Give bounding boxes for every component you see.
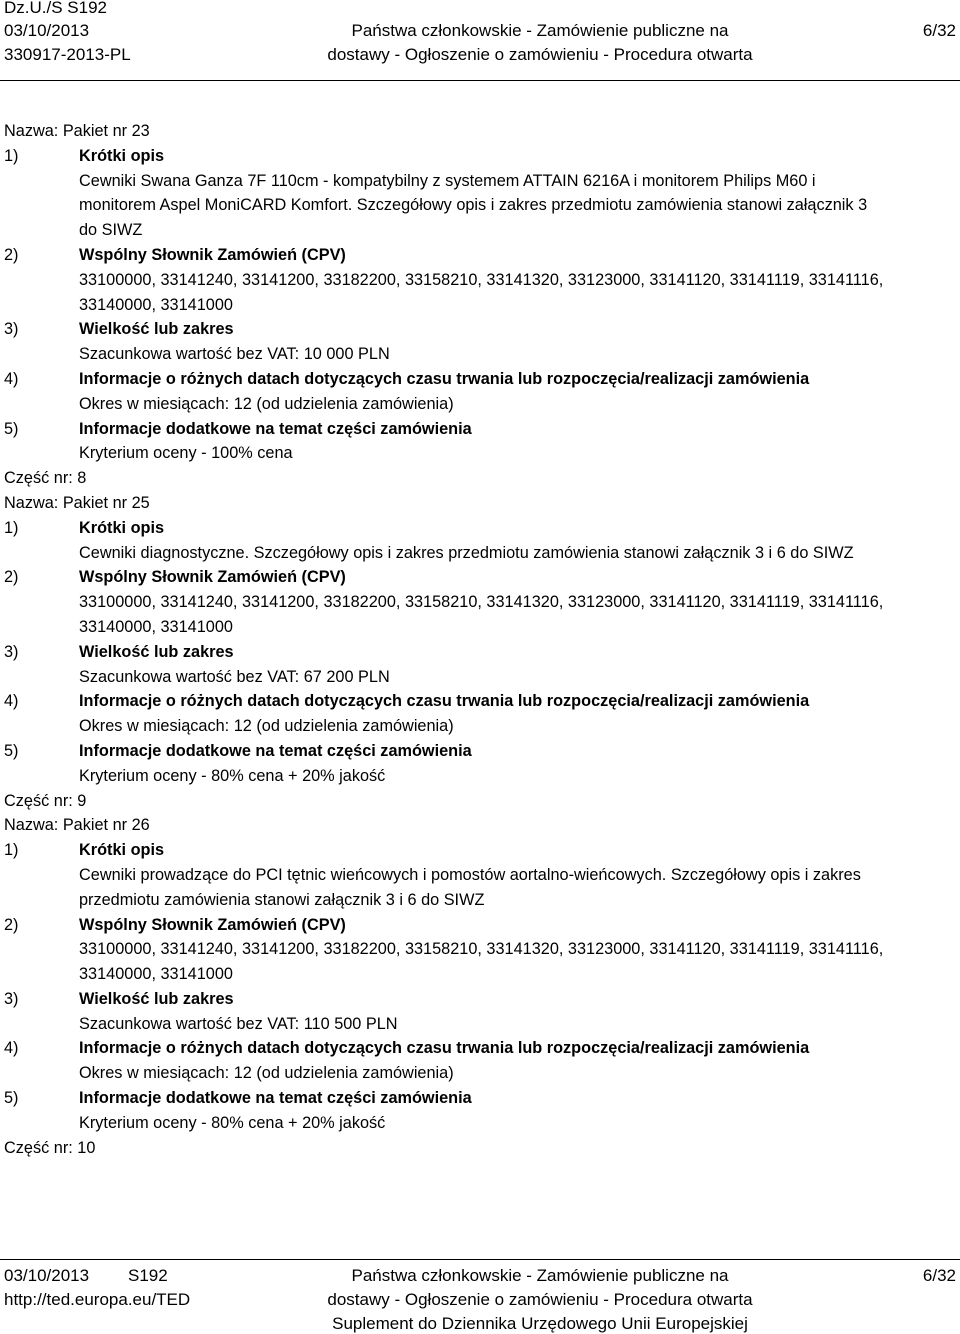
lot-section [4,466,956,788]
section-number: 4) [4,369,19,388]
section-heading [4,243,956,268]
lot-section [4,119,956,466]
section-number: 1) [4,146,19,165]
footer-title-line3: Suplement do Dziennika Urzędowego Unii Europejskiej [332,1314,748,1333]
award-criterion: Kryterium oceny - 80% cena + 20% jakość [79,1113,386,1132]
section-heading [4,739,956,764]
section-heading [4,144,956,169]
section-number: 3) [4,642,19,661]
section-number: 5) [4,419,19,438]
section-heading [4,317,956,342]
short-description-line: monitorem Aspel MoniCARD Komfort. Szczegółowy opis i zakres przedmiotu zamówienia stanowi załącznik 3 [79,196,868,215]
section-heading [4,1086,956,1111]
short-description-line: Cewniki prowadzące do PCI tętnic wieńcowych i pomostów aortalno-wieńcowych. Szczegółowy opis i zakres [79,865,861,884]
duration: Okres w miesiącach: 12 (od udzielenia zamówienia) [79,717,454,736]
main-content [4,119,956,1160]
section-heading [4,640,956,665]
notice-id: 330917-2013-PL [4,45,131,64]
estimated-value: Szacunkowa wartość bez VAT: 67 200 PLN [79,667,390,686]
section-title: Wspólny Słownik Zamówień (CPV) [79,245,346,264]
section-title: Krótki opis [79,146,165,165]
section-heading [4,516,956,541]
footer-page-number: 6/32 [922,1266,956,1285]
footer-issue: S192 [128,1266,168,1285]
cpv-codes-line: 33100000, 33141240, 33141200, 33182200, 33158210, 33141320, 33123000, 33141120, 33141119, 33141116, [79,593,884,612]
cpv-codes-line: 33140000, 33141000 [79,295,233,314]
section-title: Krótki opis [79,518,165,537]
section-title: Wielkość lub zakres [79,989,234,1008]
header-title-line1: Państwa członkowskie - Zamówienie publiczne na [351,21,729,40]
short-description-line: Cewniki Swana Ganza 7F 110cm - kompatybilny z systemem ATTAIN 6216A i monitorem Philips M60 i [79,171,816,190]
section-title: Wielkość lub zakres [79,642,234,661]
section-number: 2) [4,915,19,934]
section-title: Wspólny Słownik Zamówień (CPV) [79,568,346,587]
footer-title-line2: dostawy - Ogłoszenie o zamówieniu - Procedura otwarta [327,1290,753,1309]
section-number: 1) [4,841,19,860]
header-title-line2: dostawy - Ogłoszenie o zamówieniu - Procedura otwarta [327,45,753,64]
duration: Okres w miesiącach: 12 (od udzielenia zamówienia) [79,1064,454,1083]
cpv-codes-line: 33100000, 33141240, 33141200, 33182200, 33158210, 33141320, 33123000, 33141120, 33141119, 33141116, [79,940,884,959]
footer-divider [0,1259,960,1260]
short-description-line: do SIWZ [79,221,143,240]
part-number: Część nr: 8 [4,469,87,488]
page-footer [0,1262,960,1334]
section-title: Informacje o różnych datach dotyczących czasu trwania lub rozpoczęcia/realizacji zamówienia [79,692,810,711]
cpv-codes-line: 33100000, 33141240, 33141200, 33182200, 33158210, 33141320, 33123000, 33141120, 33141119, 33141116, [79,270,884,289]
section-title: Informacje o różnych datach dotyczących czasu trwania lub rozpoczęcia/realizacji zamówienia [79,1039,810,1058]
header-date: 03/10/2013 [4,21,90,40]
part-number: Część nr: 9 [4,791,87,810]
section-number: 2) [4,245,19,264]
short-description-line: Cewniki diagnostyczne. Szczegółowy opis i zakres przedmiotu zamówienia stanowi załącznik 3 i 6 do SIWZ [79,543,854,562]
footer-title-line1: Państwa członkowskie - Zamówienie publiczne na [351,1266,729,1285]
header-page-number: 6/32 [922,21,956,40]
section-number: 3) [4,320,19,339]
section-title: Informacje dodatkowe na temat części zamówienia [79,741,472,760]
lot-name: Nazwa: Pakiet nr 25 [4,493,150,512]
footer-date: 03/10/2013 [4,1266,90,1285]
cpv-codes-line: 33140000, 33141000 [79,965,233,984]
section-heading [4,987,956,1012]
journal-ref: Dz.U./S S192 [4,0,107,17]
section-number: 5) [4,741,19,760]
section-number: 4) [4,692,19,711]
section-number: 3) [4,989,19,1008]
page-header [0,0,960,80]
section-title: Informacje o różnych datach dotyczących czasu trwania lub rozpoczęcia/realizacji zamówienia [79,369,810,388]
section-heading [4,838,956,863]
lot-name: Nazwa: Pakiet nr 23 [4,122,150,140]
section-heading [4,1036,956,1061]
section-heading [4,367,956,392]
duration: Okres w miesiącach: 12 (od udzielenia zamówienia) [79,394,454,413]
estimated-value: Szacunkowa wartość bez VAT: 10 000 PLN [79,345,390,364]
header-divider [0,80,960,81]
section-heading [4,417,956,442]
section-title: Wielkość lub zakres [79,320,234,339]
part-number: Część nr: 10 [4,1138,96,1157]
section-title: Informacje dodatkowe na temat części zamówienia [79,1089,472,1108]
award-criterion: Kryterium oceny - 80% cena + 20% jakość [79,766,386,785]
lot-section [4,789,956,1136]
section-heading [4,565,956,590]
section-title: Krótki opis [79,841,165,860]
short-description-line: przedmiotu zamówienia stanowi załącznik 3 i 6 do SIWZ [79,890,485,909]
ted-link[interactable]: http://ted.europa.eu/TED [4,1290,191,1309]
section-number: 4) [4,1039,19,1058]
section-heading [4,913,956,938]
section-number: 2) [4,568,19,587]
section-title: Wspólny Słownik Zamówień (CPV) [79,915,346,934]
section-number: 5) [4,1089,19,1108]
estimated-value: Szacunkowa wartość bez VAT: 110 500 PLN [79,1014,398,1033]
award-criterion: Kryterium oceny - 100% cena [79,444,293,463]
section-heading [4,689,956,714]
section-title: Informacje dodatkowe na temat części zamówienia [79,419,472,438]
cpv-codes-line: 33140000, 33141000 [79,617,233,636]
section-number: 1) [4,518,19,537]
lot-name: Nazwa: Pakiet nr 26 [4,816,150,835]
